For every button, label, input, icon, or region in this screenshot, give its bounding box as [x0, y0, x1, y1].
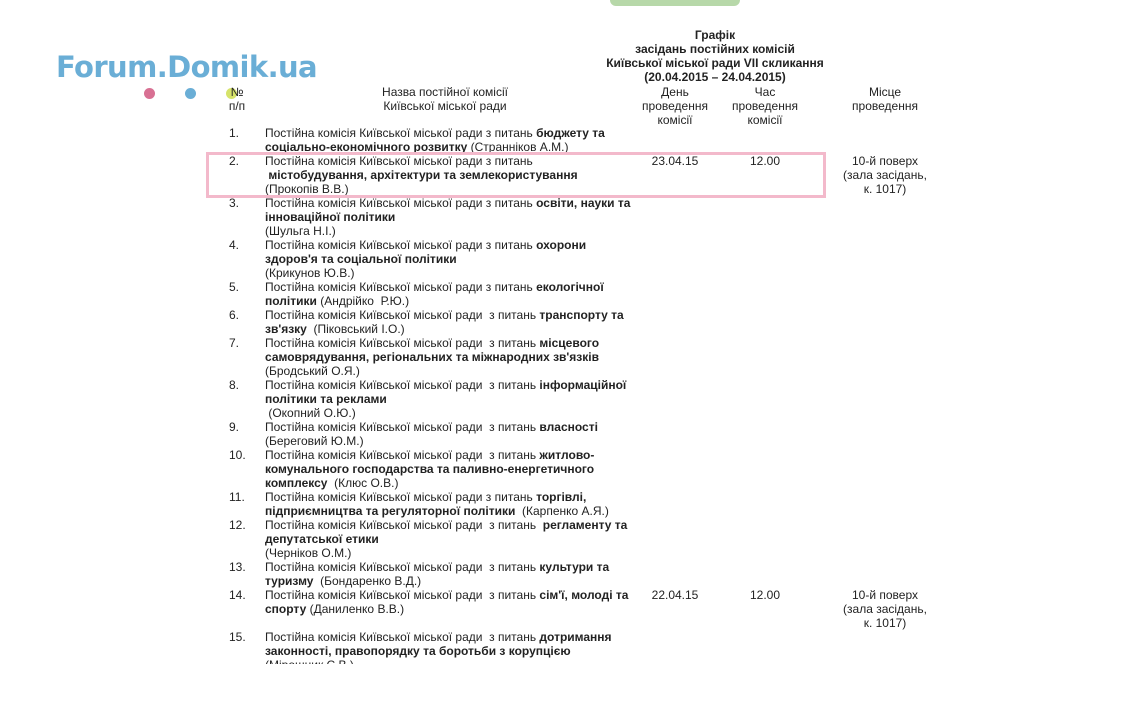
- schedule-heading: [600, 28, 830, 84]
- column-header-num-text: № п/п: [228, 85, 246, 113]
- row-number: 6.: [229, 308, 240, 322]
- committee-title: Постійна комісія Київської міської ради з питань охорони здоров'я та соціальної політики (Крикунов Ю.В.): [265, 238, 587, 280]
- column-header-name-line-2: Київської міської ради: [383, 99, 507, 113]
- committee-title: Постійна комісія Київської міської ради з питань торгівлі, підприємництва та регуляторної політики (Карпенко А.Я.): [265, 490, 609, 518]
- meeting-day: 23.04.15: [651, 154, 699, 168]
- row-number: 7.: [229, 336, 240, 350]
- row-number: 1.: [229, 126, 240, 140]
- column-header-time-line-2: проведення: [732, 99, 798, 113]
- column-header-place: [830, 85, 940, 113]
- committee-title: Постійна комісія Київської міської ради з питань транспорту та зв'язку (Піковський І.О.): [265, 308, 624, 336]
- top-tab-decoration: [610, 0, 740, 6]
- row-number: 12.: [229, 518, 246, 532]
- column-header-name-line-1: Назва постійної комісії: [382, 85, 508, 99]
- committee-title: Постійна комісія Київської міської ради з питань сім'ї, молоді та спорту (Даниленко В.В.): [265, 588, 629, 616]
- committee-title: Постійна комісія Київської міської ради з питань житлово- комунального господарства та паливно-енергетичного комплексу (Клюс О.В.): [265, 448, 595, 490]
- column-header-name: [300, 85, 590, 113]
- row-number: 4.: [229, 238, 240, 252]
- committee-title: Постійна комісія Київської міської ради з питань інформаційної політики та реклами (Окопний О.Ю.): [265, 378, 627, 420]
- row-number: 3.: [229, 196, 240, 210]
- heading-line-1: Графік: [694, 28, 736, 42]
- page-cutoff: [0, 664, 1128, 728]
- row-number: 15.: [229, 630, 246, 644]
- column-header-time-line-1: Час: [754, 85, 776, 99]
- column-header-time: [722, 85, 808, 127]
- heading-line-2: засідань постійних комісій: [635, 42, 795, 56]
- heading-line-3: Київської міської ради VII скликання: [606, 56, 824, 70]
- row-number: 14.: [229, 588, 246, 602]
- column-header-time-line-3: комісії: [747, 113, 783, 127]
- row-number: 13.: [229, 560, 246, 574]
- meeting-place: 10-й поверх (зала засідань, к. 1017): [843, 588, 927, 630]
- column-header-day: [632, 85, 718, 127]
- column-header-day-line-2: проведення: [642, 99, 708, 113]
- logo-dot-2: [185, 88, 196, 99]
- row-number: 10.: [229, 448, 246, 462]
- column-header-place-line-2: проведення: [852, 99, 918, 113]
- highlight-box: [206, 152, 826, 198]
- row-number: 2.: [229, 154, 240, 168]
- heading-line-4: (20.04.2015 – 24.04.2015): [644, 70, 786, 84]
- row-number: 9.: [229, 420, 240, 434]
- committee-title: Постійна комісія Київської міської ради з питань регламенту та депутатської етики (Черніков О.М.): [265, 518, 628, 560]
- column-header-day-line-1: День: [661, 85, 689, 99]
- meeting-time: 12.00: [749, 588, 781, 602]
- committee-title: Постійна комісія Київської міської ради з питань освіти, науки та інноваційної політики (Шульга Н.І.): [265, 196, 631, 238]
- committee-title: Постійна комісія Київської міської ради з питань культури та туризму (Бондаренко В.Д.): [265, 560, 610, 588]
- forum-logo[interactable]: Forum.Domik.ua: [56, 50, 318, 84]
- committee-title: Постійна комісія Київської міської ради з питань бюджету та соціально-економічного розвитку (Странніков А.М.): [265, 126, 605, 154]
- committee-title: Постійна комісія Київської міської ради з питань дотримання законності, правопорядку та боротьби з корупцією: [265, 630, 612, 658]
- column-header-place-line-1: Місце: [868, 85, 902, 99]
- meeting-time: 12.00: [749, 154, 781, 168]
- row-number: 5.: [229, 280, 240, 294]
- logo-dot-1: [144, 88, 155, 99]
- committee-title: Постійна комісія Київської міської ради з питань екологічної політики (Андрійко Р.Ю.): [265, 280, 604, 308]
- committee-title: Постійна комісія Київської міської ради з питань містобудування, архітектури та землекористування (Прокопів В.В.): [265, 154, 578, 196]
- committee-title: Постійна комісія Київської міської ради з питань власності (Береговий Ю.М.): [265, 420, 598, 448]
- committee-title: Постійна комісія Київської міської ради з питань місцевого самоврядування, регіональних та міжнародних зв'язків (Бродський О.Я.): [265, 336, 600, 378]
- meeting-place: 10-й поверх (зала засідань, к. 1017): [843, 154, 927, 196]
- column-header-day-line-3: комісії: [657, 113, 693, 127]
- column-header-num: [222, 85, 252, 113]
- row-number: 11.: [229, 490, 245, 504]
- row-number: 8.: [229, 378, 240, 392]
- meeting-day: 22.04.15: [651, 588, 699, 602]
